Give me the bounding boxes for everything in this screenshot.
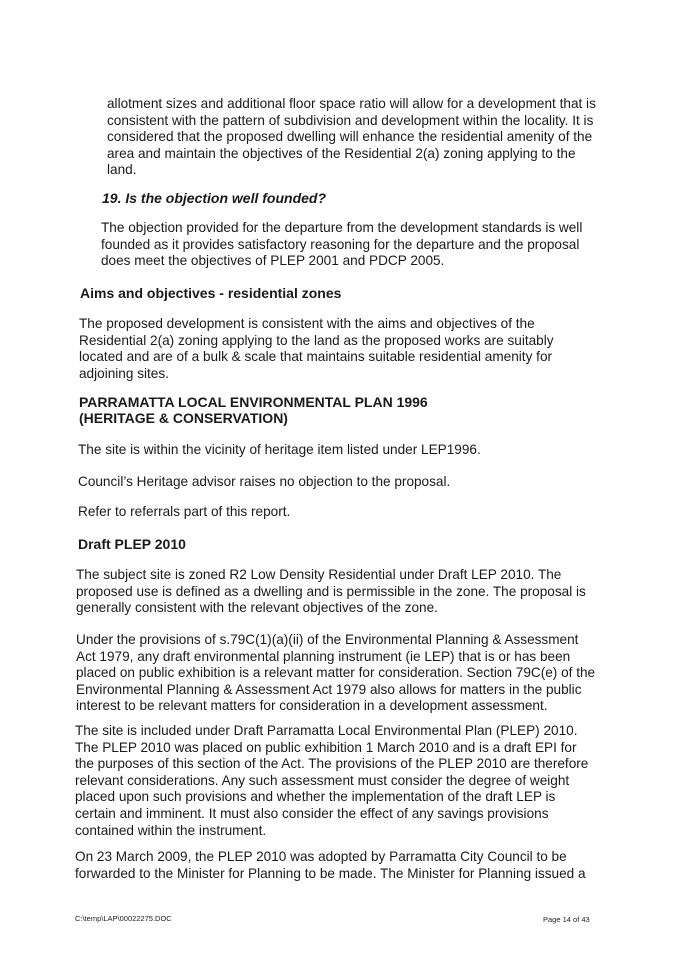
paragraph-zoning: The subject site is zoned R2 Low Density Residential under Draft LEP 2010. The proposed use is defined as a dwelling and is permissible in the zone. The proposal is generally consistent with the relevant objectives of the zone. <box>76 567 586 616</box>
paragraph-aims: The proposed development is consistent with the aims and objectives of the Residential 2(a) zoning applying to the land as the proposed works are suitably located and are of a bulk & scale that maintains suitable residential amenity for adjoining sites. <box>79 316 554 381</box>
paragraph-provisions: Under the provisions of s.79C(1)(a)(ii) of the Environmental Planning & Assessment Act 1979, any draft environmental planning instrument (ie LEP) that is or has been placed on public exhibition is a relevant matter for consideration. Section 79C(e) of the Environmental Planning & Assessment Act 1979 also allows for matters in the public interest to be relevant matters for consideration in a development assessment. <box>76 632 596 714</box>
footer-file-path: C:\temp\LAP\00022275.DOC <box>75 914 172 923</box>
heading-objection-well-founded: 19. Is the objection well founded? <box>102 190 327 206</box>
paragraph-referrals: Refer to referrals part of this report. <box>78 504 291 519</box>
paragraph-draft-plep: The site is included under Draft Parramatta Local Environmental Plan (PLEP) 2010. The PLEP 2010 was placed on public exhibition 1 March 2010 and is a draft EPI for the purposes of this section of the Act. The provisions of the PLEP 2010 are therefore relevant considerations. Any such assessment must consider the degree of weight placed upon such provisions and whether the implementation of the draft LEP is certain and imminent. It must also consider the effect of any savings provisions contained within the instrument. <box>75 723 589 838</box>
heading-aims-objectives: Aims and objectives - residential zones <box>80 285 342 301</box>
paragraph-allotment: allotment sizes and additional floor space ratio will allow for a development that is consistent with the pattern of subdivision and development within the locality. It is considered that the proposed dwelling will enhance the residential amenity of the area and maintain the objectives of the Residential 2(a) zoning applying to the land. <box>107 96 596 178</box>
heading-draft-plep-2010: Draft PLEP 2010 <box>78 536 186 552</box>
paragraph-objection: The objection provided for the departure from the development standards is well founded as it provides satisfactory reasoning for the departure and the proposal does meet the objectives of PLEP 2001 and PDCP 2005. <box>101 220 583 269</box>
heading-heritage-conservation: (HERITAGE & CONSERVATION) <box>79 410 288 426</box>
footer-page-number: Page 14 of 43 <box>543 915 590 924</box>
heading-plep-1996: PARRAMATTA LOCAL ENVIRONMENTAL PLAN 1996 <box>79 394 428 410</box>
paragraph-heritage-vicinity: The site is within the vicinity of heritage item listed under LEP1996. <box>78 442 481 457</box>
paragraph-heritage-advisor: Council’s Heritage advisor raises no objection to the proposal. <box>78 474 451 489</box>
paragraph-adoption: On 23 March 2009, the PLEP 2010 was adopted by Parramatta City Council to be forwarded to the Minister for Planning to be made. The Minister for Planning issued a <box>75 849 586 881</box>
